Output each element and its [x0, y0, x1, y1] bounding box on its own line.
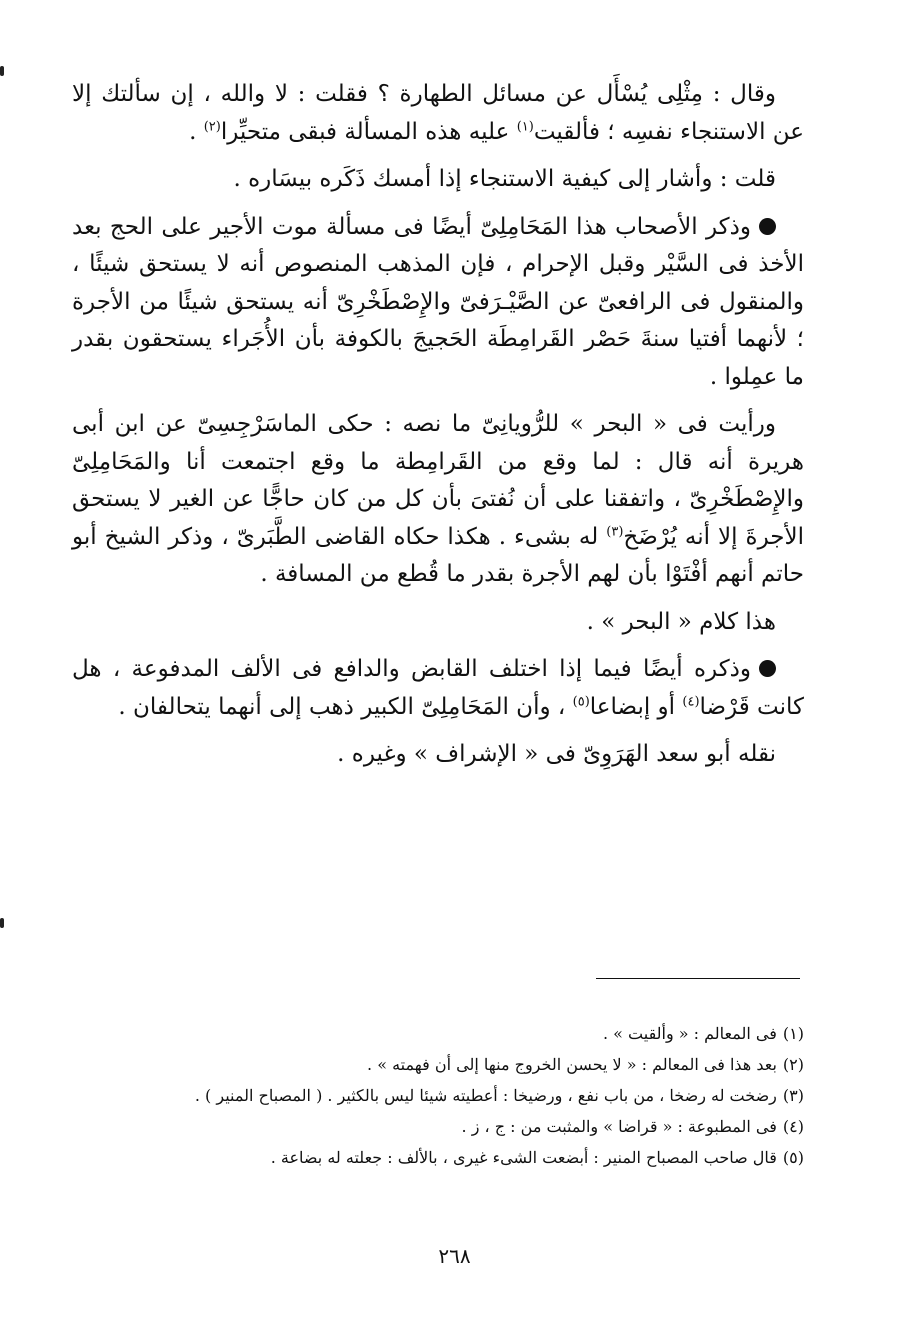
paragraph-text: أو إبضاعا: [589, 693, 683, 720]
footnote: [72, 1111, 804, 1142]
paragraph-text: .: [189, 118, 204, 145]
footnote-reference: (٢): [203, 118, 221, 134]
footnote-text: بعد هذا فى المعالم : « لا يحسن الخروج منها إلى أن فهمته » .: [367, 1055, 777, 1074]
footnote: [72, 1018, 804, 1049]
paragraph-text: وذكره أيضًا فيما إذا اختلف القابض والدافع فى الألف المدفوعة ، هل كانت قَرْضا: [72, 656, 804, 720]
footnote-reference: (٣): [606, 523, 624, 539]
footnote-text: فى المعالم : « وألقيت » .: [602, 1024, 777, 1043]
paragraph: [72, 76, 804, 151]
footnote-reference: (٥): [572, 693, 590, 709]
footnote-reference: (١): [516, 118, 534, 134]
paragraph-text: ، وأن المَحَامِلِىّ الكبير ذهب إلى أنهما يتحالفان .: [118, 693, 573, 720]
paragraph-text: له بشىء . هكذا حكاه القاضى الطَّبَرىّ ، وذكر الشيخ أبو حاتم أنهم أفْتَوْا بأن لهم الأجرة بقدر ما قُطع من المسافة .: [72, 523, 804, 587]
footnote: [72, 1049, 804, 1080]
footnote: [72, 1142, 804, 1173]
paragraph: [72, 209, 804, 397]
footnote-separator: [596, 978, 800, 979]
paragraph-text: نقله أبو سعد الهَرَوِىّ فى « الإشراف » وغيره .: [337, 741, 776, 767]
paragraph-text: هذا كلام « البحر » .: [586, 608, 776, 635]
footnote-text: قال صاحب المصباح المنير : أبضعت الشىء غيرى ، بالألف : جعلته له بضاعة .: [270, 1148, 777, 1167]
paragraph-text: وذكر الأصحاب هذا المَحَامِلِىّ أيضًا فى مسألة موت الأجير على الحج بعد الأخذ فى السَّيْر وقبل الإحرام ، فإن المذهب المنصوص أنه لا يستحق شيئًا ، والمنقول فى الرافعىّ عن الصَّيْـرَفىّ والإِصْطَخْرِىّ أنه يستحق شيئًا من الأجرة ؛ لأنهما أفتيا سنةَ حَصْر القَرامِطَة الحَجيجَ بالكوفة بأن الأُجَراء يستحقون بقدر ما عمِلوا .: [72, 213, 804, 390]
footnote-reference: (٤): [682, 693, 700, 709]
paragraph: [72, 651, 804, 726]
paragraph-text: قلت : وأشار إلى كيفية الاستنجاء إذا أمسك ذَكَره بيسَاره .: [233, 166, 776, 192]
paragraph: [72, 736, 804, 774]
paragraph-text: وقال : مِثْلِى يُسْأَل عن مسائل الطهارة ؟ فقلت : لا والله ، إن سألتك إلا عن الاستنجاء نفسِه ؛ فألقيت: [72, 81, 804, 145]
footnote-number: (٢): [782, 1055, 804, 1074]
bullet-icon: [759, 660, 776, 677]
paragraph: [72, 161, 804, 199]
footnotes: [72, 1018, 804, 1173]
paragraph-text: عليه هذه المسألة فبقى متحيِّرا: [220, 118, 517, 145]
paragraph-text: ورأيت فى « البحر » للرُّويانِىّ ما نصه : حكى الماسَرْجِسِىّ عن ابن أبى هريرة أنه قال : لما وقع من القَرامِطة ما وقع اجتمعت أنا والمَحَامِلِىّ والإِصْطَخْرِىّ ، واتفقنا على أن نُفتىَ بأن كل من كان حاجًّا عن الغير لا يستحق الأجرةَ إلا أنه يُرْضَخ: [72, 411, 804, 550]
scan-margin-mark: [0, 918, 4, 928]
main-text: [72, 76, 804, 774]
footnote: [72, 1080, 804, 1111]
footnote-text: فى المطبوعة : « قراضا » والمثبت من : ج ، ز .: [461, 1117, 777, 1136]
scan-margin-mark: [0, 66, 4, 76]
paragraph: [72, 406, 804, 594]
footnote-number: (٣): [782, 1086, 804, 1105]
footnote-number: (١): [782, 1024, 804, 1043]
bullet-icon: [759, 218, 776, 235]
footnote-number: (٥): [782, 1148, 804, 1167]
footnote-text: رضخت له رضخا ، من باب نفع ، ورضيخا : أعطيته شيئا ليس بالكثير . ( المصباح المنير ) .: [194, 1086, 777, 1105]
page-number: ٢٦٨: [438, 1244, 471, 1268]
footnote-number: (٤): [782, 1117, 804, 1136]
paragraph: [72, 604, 804, 642]
